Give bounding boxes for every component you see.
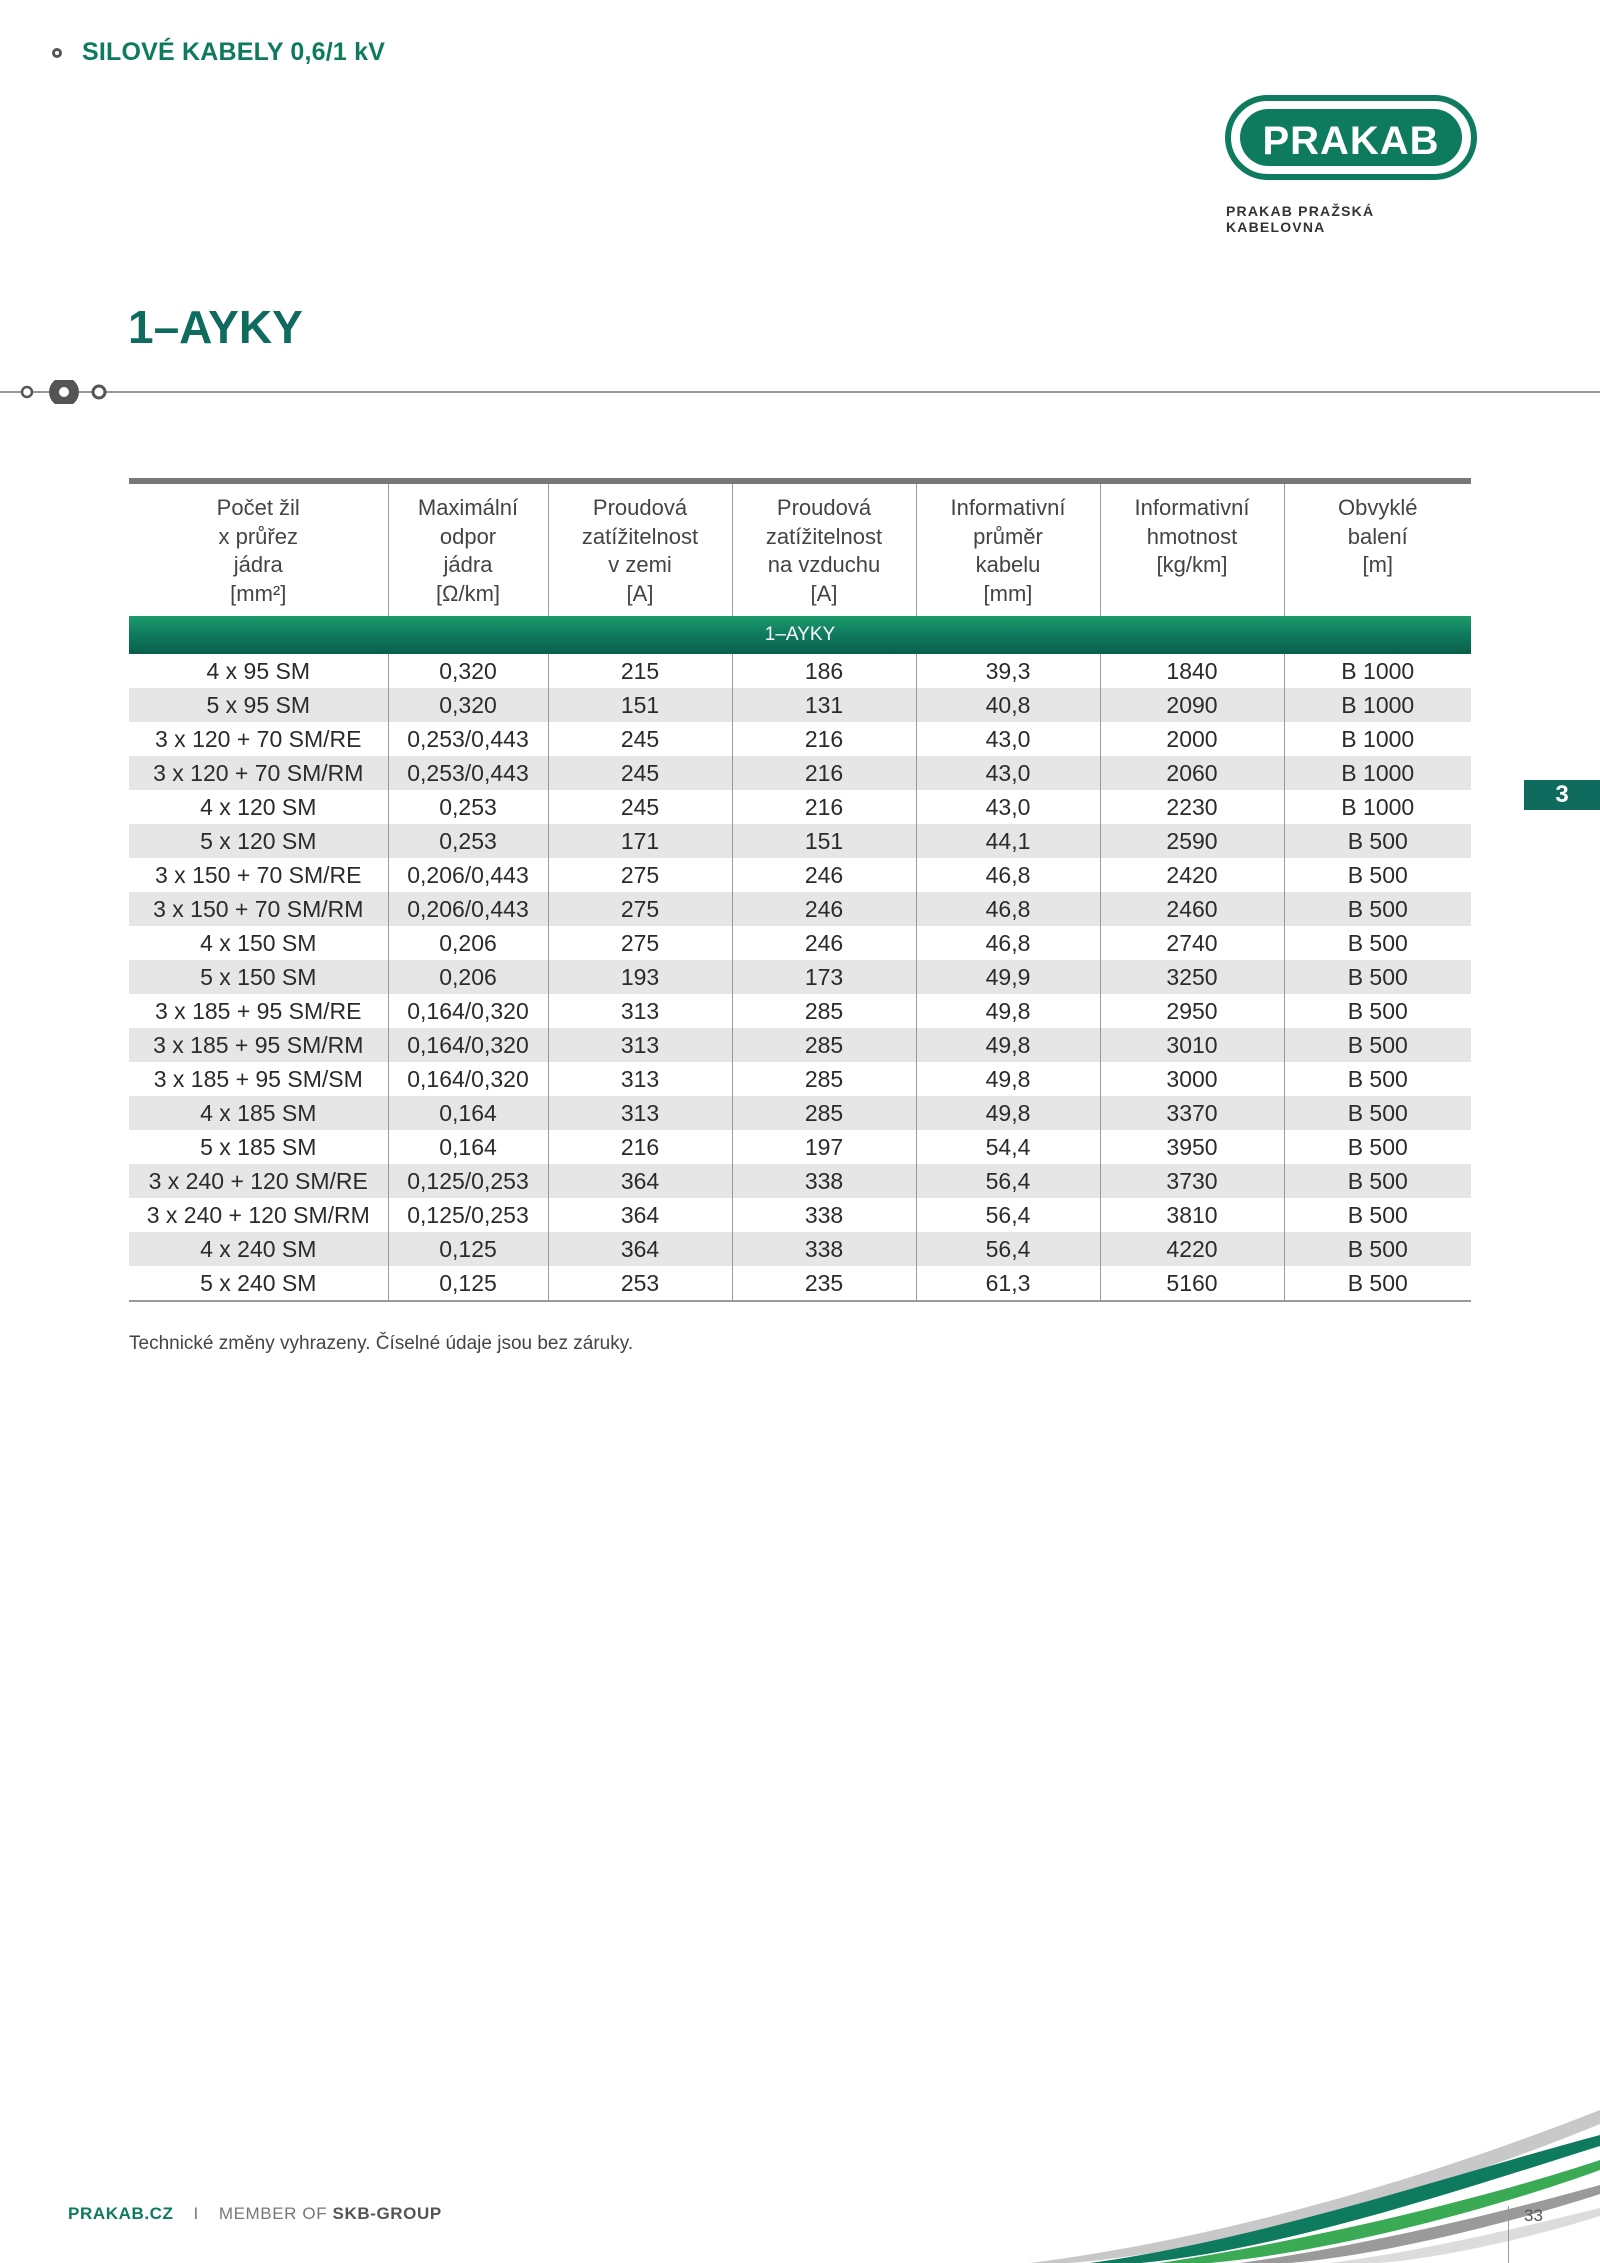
table-row xyxy=(129,1130,1471,1164)
cell-current-air: 131 xyxy=(732,688,916,722)
cell-conductors: 4 x 95 SM xyxy=(206,658,311,684)
cell-resistance: 0,164/0,320 xyxy=(388,1028,548,1062)
cell-diameter: 49,8 xyxy=(916,1096,1100,1130)
cell-diameter: 49,9 xyxy=(916,960,1100,994)
table-row xyxy=(129,1164,1471,1198)
cell-weight: 2060 xyxy=(1100,756,1284,790)
cell-packaging: B 1000 xyxy=(1284,790,1471,824)
table-header-row xyxy=(129,481,1471,616)
header-current-air: Proudová zatížitelnost na vzduchu [A] xyxy=(732,481,916,616)
group-band-row xyxy=(129,616,1471,654)
cell-resistance: 0,125/0,253 xyxy=(388,1164,548,1198)
header-weight: Informativní hmotnost [kg/km] xyxy=(1100,481,1284,616)
cell-conductors: 4 x 185 SM xyxy=(129,1096,388,1130)
cell-current-ground: 245 xyxy=(548,790,732,824)
cell-resistance: 0,206/0,443 xyxy=(388,892,548,926)
cell-resistance: 0,206/0,443 xyxy=(388,858,548,892)
cell-packaging: B 500 xyxy=(1284,824,1471,858)
table-row xyxy=(129,824,1471,858)
cell-packaging: B 1000 xyxy=(1284,654,1471,688)
cell-diameter: 40,8 xyxy=(916,688,1100,722)
cell-diameter: 46,8 xyxy=(916,926,1100,960)
table-row xyxy=(129,1198,1471,1232)
cell-current-ground: 364 xyxy=(548,1232,732,1266)
table-row xyxy=(129,688,1471,722)
cell-current-air: 216 xyxy=(732,722,916,756)
table-row xyxy=(129,960,1471,994)
cell-weight: 2590 xyxy=(1100,824,1284,858)
cell-current-air: 285 xyxy=(732,1096,916,1130)
section-header xyxy=(52,38,385,67)
cell-packaging: B 500 xyxy=(1284,1164,1471,1198)
cell-weight: 2740 xyxy=(1100,926,1284,960)
cell-diameter: 56,4 xyxy=(916,1164,1100,1198)
cell-diameter: 56,4 xyxy=(916,1198,1100,1232)
cell-current-ground: 193 xyxy=(548,960,732,994)
table-row xyxy=(129,654,1471,688)
table-row xyxy=(129,994,1471,1028)
disclaimer-note: Technické změny vyhrazeny. Číselné údaje jsou bez záruky. xyxy=(129,1333,634,1354)
cell-current-air: 246 xyxy=(732,892,916,926)
cell-current-ground: 171 xyxy=(548,824,732,858)
cell-resistance: 0,125 xyxy=(388,1232,548,1266)
cell-current-air: 338 xyxy=(732,1232,916,1266)
cell-weight: 2000 xyxy=(1100,722,1284,756)
cell-current-air: 246 xyxy=(732,926,916,960)
footer xyxy=(68,2204,442,2224)
cell-current-ground: 275 xyxy=(548,858,732,892)
cell-weight: 4220 xyxy=(1100,1232,1284,1266)
cell-weight: 3730 xyxy=(1100,1164,1284,1198)
cell-conductors: 3 x 185 + 95 SM/RM xyxy=(129,1028,388,1062)
cell-conductors: 3 x 120 + 70 SM/RM xyxy=(129,756,388,790)
cell-packaging: B 500 xyxy=(1284,892,1471,926)
table-row xyxy=(129,1232,1471,1266)
table-row xyxy=(129,1096,1471,1130)
footer-cable-swoosh-decoration xyxy=(1030,2090,1600,2263)
group-label: 1–AYKY xyxy=(129,616,1471,654)
header-conductors: Počet žil x průřez jádra [mm²] xyxy=(129,481,388,616)
cell-conductors: 4 x 150 SM xyxy=(200,930,317,956)
cell-current-air: 285 xyxy=(732,1062,916,1096)
table-row xyxy=(129,756,1471,790)
logo-wordmark: PRAKAB xyxy=(1262,119,1440,163)
cell-diameter: 43,0 xyxy=(916,790,1100,824)
cell-weight: 2950 xyxy=(1100,994,1284,1028)
cell-weight: 2090 xyxy=(1100,688,1284,722)
cell-diameter: 49,8 xyxy=(916,994,1100,1028)
cell-diameter: 46,8 xyxy=(916,858,1100,892)
cable-spec-table xyxy=(129,478,1471,1302)
cell-conductors: 3 x 185 + 95 SM/RE xyxy=(155,998,362,1024)
cell-resistance: 0,206 xyxy=(388,960,548,994)
cell-resistance: 0,253/0,443 xyxy=(388,756,548,790)
cell-current-air: 235 xyxy=(732,1266,916,1301)
cell-weight: 3370 xyxy=(1100,1096,1284,1130)
cell-current-air: 151 xyxy=(732,824,916,858)
cell-packaging: B 500 xyxy=(1284,1062,1471,1096)
cell-diameter: 39,3 xyxy=(916,654,1100,688)
header-packaging: Obvyklé balení [m] xyxy=(1284,481,1471,616)
title-rule-decoration xyxy=(0,380,1600,404)
cell-resistance: 0,125 xyxy=(388,1266,548,1301)
table-row xyxy=(129,1062,1471,1096)
cell-current-air: 338 xyxy=(732,1164,916,1198)
cell-diameter: 46,8 xyxy=(916,892,1100,926)
cell-resistance: 0,164/0,320 xyxy=(388,1062,548,1096)
cell-weight: 2230 xyxy=(1100,790,1284,824)
cell-current-air: 216 xyxy=(732,756,916,790)
cell-conductors: 3 x 240 + 120 SM/RE xyxy=(129,1164,388,1198)
bullet-icon xyxy=(52,48,62,58)
cell-resistance: 0,253 xyxy=(388,824,548,858)
cell-diameter: 44,1 xyxy=(916,824,1100,858)
cell-current-air: 186 xyxy=(732,654,916,688)
cell-current-ground: 245 xyxy=(548,756,732,790)
cell-current-ground: 215 xyxy=(548,654,732,688)
table-row xyxy=(129,892,1471,926)
cell-resistance: 0,164 xyxy=(388,1130,548,1164)
cell-packaging: B 500 xyxy=(1284,926,1471,960)
cell-weight: 2420 xyxy=(1100,858,1284,892)
cell-weight: 3000 xyxy=(1100,1062,1284,1096)
cell-diameter: 49,8 xyxy=(916,1062,1100,1096)
cell-resistance: 0,253/0,443 xyxy=(388,722,548,756)
cell-current-ground: 151 xyxy=(548,688,732,722)
cell-conductors: 5 x 240 SM xyxy=(129,1266,388,1301)
cell-weight: 1840 xyxy=(1100,654,1284,688)
cell-current-air: 285 xyxy=(732,994,916,1028)
cell-packaging: B 1000 xyxy=(1284,722,1471,756)
cell-diameter: 43,0 xyxy=(916,722,1100,756)
cell-conductors: 4 x 240 SM xyxy=(129,1232,388,1266)
header-current-ground: Proudová zatížitelnost v zemi [A] xyxy=(548,481,732,616)
cell-conductors: 5 x 185 SM xyxy=(200,1134,317,1160)
cell-weight: 2460 xyxy=(1100,892,1284,926)
cell-weight: 3810 xyxy=(1100,1198,1284,1232)
cell-current-ground: 275 xyxy=(548,892,732,926)
cell-current-ground: 216 xyxy=(548,1130,732,1164)
cell-conductors: 3 x 240 + 120 SM/RM xyxy=(146,1202,370,1228)
cell-packaging: B 500 xyxy=(1284,1266,1471,1301)
table-row xyxy=(129,926,1471,960)
cell-diameter: 56,4 xyxy=(916,1232,1100,1266)
cell-packaging: B 500 xyxy=(1284,1130,1471,1164)
cell-conductors: 4 x 120 SM xyxy=(200,794,317,820)
header-resistance: Maximální odpor jádra [Ω/km] xyxy=(388,481,548,616)
cell-current-ground: 245 xyxy=(548,722,732,756)
logo-subtitle: PRAKAB PRAŽSKÁ KABELOVNA xyxy=(1226,203,1375,235)
cell-packaging: B 1000 xyxy=(1284,756,1471,790)
cell-current-air: 173 xyxy=(732,960,916,994)
chapter-tab[interactable]: 3 xyxy=(1524,780,1600,810)
cell-weight: 3010 xyxy=(1100,1028,1284,1062)
cell-packaging: B 500 xyxy=(1284,858,1471,892)
cell-conductors: 3 x 120 + 70 SM/RE xyxy=(155,726,362,752)
cell-current-air: 285 xyxy=(732,1028,916,1062)
cell-current-air: 216 xyxy=(732,790,916,824)
cell-conductors: 5 x 95 SM xyxy=(129,688,388,722)
table-row xyxy=(129,858,1471,892)
cell-current-ground: 364 xyxy=(548,1164,732,1198)
cell-packaging: B 500 xyxy=(1284,960,1471,994)
cell-packaging: B 500 xyxy=(1284,1028,1471,1062)
cell-conductors: 3 x 185 + 95 SM/SM xyxy=(153,1066,363,1092)
cell-weight: 3950 xyxy=(1100,1130,1284,1164)
cell-current-ground: 313 xyxy=(548,1096,732,1130)
footer-separator: I xyxy=(193,2204,199,2223)
cell-conductors: 3 x 150 + 70 SM/RE xyxy=(155,862,362,888)
cell-packaging: B 500 xyxy=(1284,994,1471,1028)
cell-conductors: 3 x 150 + 70 SM/RM xyxy=(129,892,388,926)
cell-weight: 5160 xyxy=(1100,1266,1284,1301)
table-row xyxy=(129,790,1471,824)
cell-resistance: 0,320 xyxy=(388,688,548,722)
cell-resistance: 0,253 xyxy=(388,790,548,824)
cell-conductors: 5 x 150 SM xyxy=(129,960,388,994)
table-row xyxy=(129,1028,1471,1062)
footer-member: MEMBER OF SKB-GROUP xyxy=(218,2204,442,2223)
cell-packaging: B 500 xyxy=(1284,1198,1471,1232)
cell-current-ground: 275 xyxy=(548,926,732,960)
cell-resistance: 0,206 xyxy=(388,926,548,960)
cell-diameter: 43,0 xyxy=(916,756,1100,790)
prakab-logo xyxy=(1225,95,1477,180)
cell-current-air: 338 xyxy=(732,1198,916,1232)
cell-diameter: 61,3 xyxy=(916,1266,1100,1301)
footer-brand-link[interactable]: PRAKAB.CZ xyxy=(68,2204,174,2223)
cell-packaging: B 500 xyxy=(1284,1232,1471,1266)
cell-packaging: B 500 xyxy=(1284,1096,1471,1130)
cell-diameter: 49,8 xyxy=(916,1028,1100,1062)
cell-resistance: 0,164 xyxy=(388,1096,548,1130)
cell-current-ground: 364 xyxy=(548,1198,732,1232)
page-number: 33 xyxy=(1524,2206,1543,2225)
cell-resistance: 0,320 xyxy=(388,654,548,688)
cell-resistance: 0,125/0,253 xyxy=(388,1198,548,1232)
section-label: SILOVÉ KABELY 0,6/1 kV xyxy=(82,38,386,66)
cell-packaging: B 1000 xyxy=(1284,688,1471,722)
cell-conductors: 5 x 120 SM xyxy=(129,824,388,858)
cell-current-ground: 313 xyxy=(548,1028,732,1062)
cell-current-ground: 313 xyxy=(548,994,732,1028)
table-row xyxy=(129,1266,1471,1301)
cell-weight: 3250 xyxy=(1100,960,1284,994)
cell-current-ground: 313 xyxy=(548,1062,732,1096)
footer-divider xyxy=(1508,2206,1509,2263)
table-row xyxy=(129,722,1471,756)
cell-current-air: 197 xyxy=(732,1130,916,1164)
cell-resistance: 0,164/0,320 xyxy=(388,994,548,1028)
page-title: 1–AYKY xyxy=(128,301,303,353)
header-diameter: Informativní průměr kabelu [mm] xyxy=(916,481,1100,616)
cell-diameter: 54,4 xyxy=(916,1130,1100,1164)
cell-current-air: 246 xyxy=(732,858,916,892)
cell-current-ground: 253 xyxy=(548,1266,732,1301)
